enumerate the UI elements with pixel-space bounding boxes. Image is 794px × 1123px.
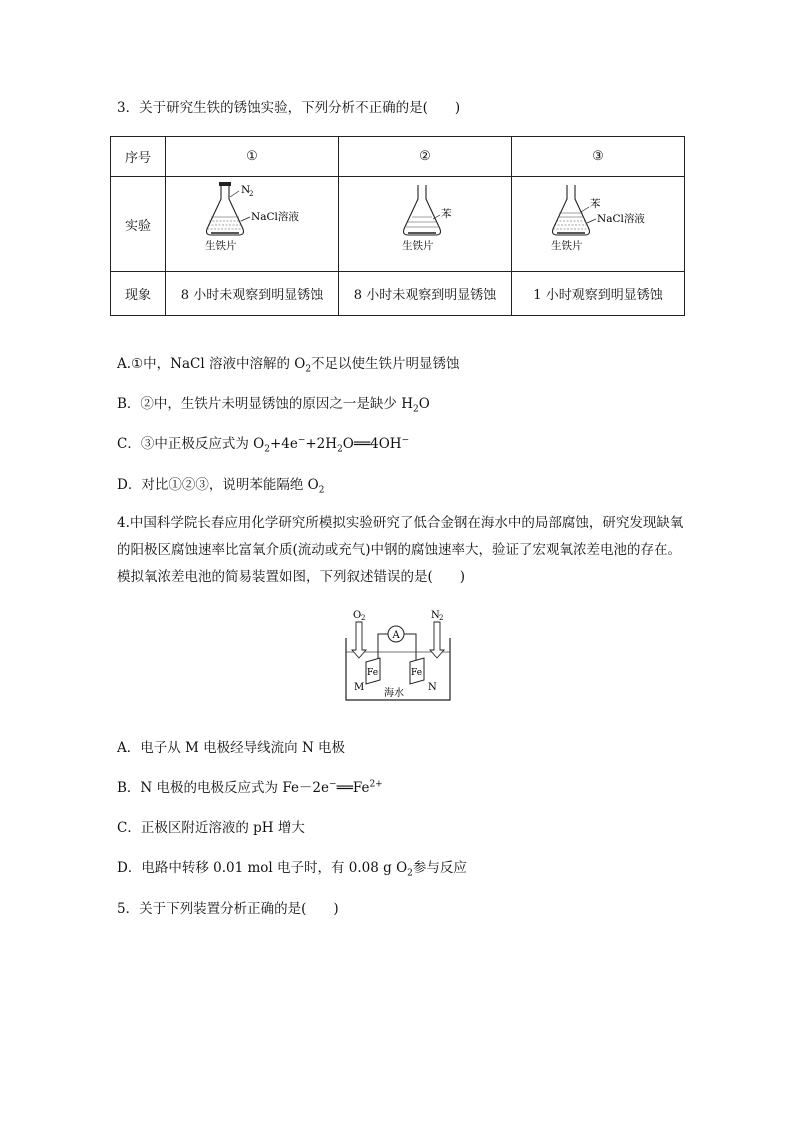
n2-label: N — [431, 610, 440, 621]
q3-option-d: D．对比①②③，说明苯能隔绝 $O_2$ — [117, 477, 325, 496]
flask-cell-1 — [166, 177, 339, 272]
q4-option-d: D．电路中转移 0.01 mol 电子时，有 0.08 g $O_2$参与反应 — [117, 860, 467, 879]
o2-label: O — [353, 610, 362, 621]
oxygen-concentration-cell-diagram — [340, 604, 460, 712]
row-header-experiment: 实验 — [111, 177, 166, 272]
q4-option-b: B．N 电极的电极反应式为 $Fe-2e^-══Fe^{2+}$ — [117, 779, 383, 796]
q3-option-b: B．②中，生铁片未明显锈蚀的原因之一是缺少 $H_2O$ — [117, 396, 430, 415]
exp-number-2: ② — [339, 137, 512, 177]
flask-3-illustration — [513, 177, 683, 267]
nacl-label: NaCl溶液 — [597, 213, 645, 225]
o2-inlet-arrow-icon — [352, 622, 366, 658]
n2-subscript: 2 — [249, 190, 254, 198]
q4-option-a: A．电子从 M 电极经导线流向 N 电极 — [117, 740, 346, 756]
iron-sheet-icon — [557, 232, 585, 234]
benzene-label: 苯 — [590, 198, 601, 210]
electrode-n-label: N — [428, 682, 437, 693]
iron-sheet-icon — [408, 232, 436, 234]
seawater-label: 海水 — [384, 688, 404, 699]
flask-icon — [207, 186, 244, 235]
q4-option-c: C．正极区附近溶液的 pH 增大 — [117, 820, 305, 836]
iron-label: 生铁片 — [551, 240, 583, 252]
flask-1-illustration — [167, 177, 337, 267]
q3-option-c: C．③中正极反应式为 $O_2+4e^-+2H_2O══4OH^-$ — [117, 435, 410, 455]
fe-label-n: Fe — [411, 668, 423, 678]
ammeter-label: A — [392, 630, 400, 641]
n2-label: N — [241, 184, 251, 196]
fe-label-m: Fe — [367, 668, 379, 678]
row-header-phenomenon: 现象 — [111, 272, 166, 316]
exp-number-1: ① — [166, 137, 339, 177]
iron-label: 生铁片 — [205, 240, 237, 252]
n2-inlet-arrow-icon — [430, 622, 444, 658]
experiment-table — [110, 136, 685, 316]
phenomenon-3: 1 小时观察到明显锈蚀 — [512, 272, 685, 316]
nacl-label: NaCl溶液 — [251, 211, 299, 223]
q3-stem: 3．关于研究生铁的锈蚀实验，下列分析不正确的是( ) — [117, 100, 461, 116]
q5-stem: 5．关于下列装置分析正确的是( ) — [117, 901, 339, 917]
flask-cell-3 — [512, 177, 685, 272]
electrode-m-label: M — [354, 682, 365, 693]
stopper-icon — [219, 182, 231, 186]
flask-2-illustration — [340, 177, 510, 267]
exp-number-3: ③ — [512, 137, 685, 177]
row-header-number: 序号 — [111, 137, 166, 177]
benzene-label: 苯 — [441, 208, 452, 220]
n2-subscript: 2 — [439, 614, 444, 622]
iron-label: 生铁片 — [402, 240, 434, 252]
flask-cell-2 — [339, 177, 512, 272]
flask-icon — [404, 185, 441, 235]
q3-option-a: A.①中，NaCl 溶液中溶解的 $O_2$不足以使生铁片明显锈蚀 — [117, 356, 460, 375]
phenomenon-2: 8 小时未观察到明显锈蚀 — [339, 272, 512, 316]
iron-sheet-icon — [211, 232, 239, 234]
phenomenon-1: 8 小时未观察到明显锈蚀 — [166, 272, 339, 316]
q4-stem: 4.中国科学院长春应用化学研究所模拟实验研究了低合金钢在海水中的局部腐蚀，研究发现缺氧的阳极区腐蚀速率比富氧介质(流动或充气)中钢的腐蚀速率大，验证了宏观氧浓差电池的存在。模拟氧浓差电池的简易装置如图，下列叙述错误的是( ) — [117, 515, 684, 585]
o2-subscript: 2 — [361, 614, 366, 622]
